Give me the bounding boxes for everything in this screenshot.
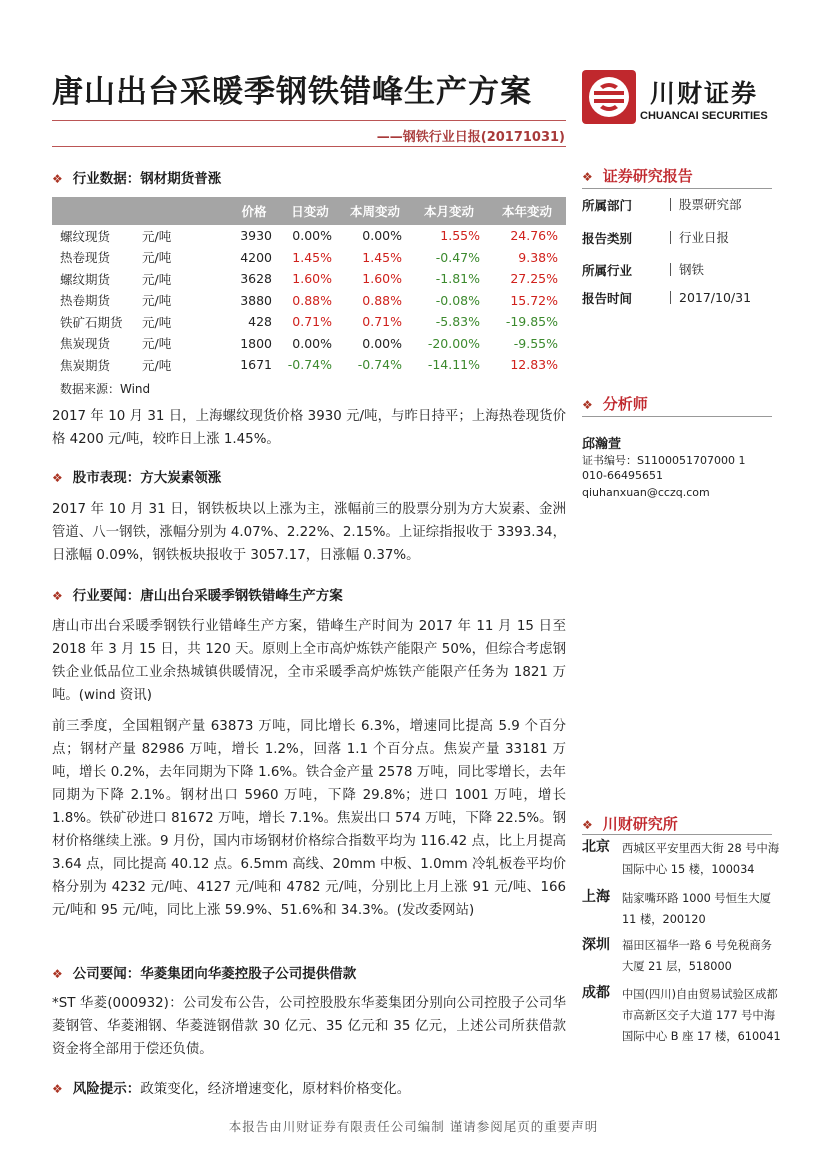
office-city-shanghai: 上海 bbox=[582, 889, 610, 905]
row-month-change-cell: -1.81% bbox=[435, 271, 480, 287]
row-unit-cell: 元/吨 bbox=[142, 271, 172, 287]
table-row bbox=[52, 354, 566, 376]
row-year-change-cell: 12.83% bbox=[510, 357, 558, 373]
row-month-change-cell: -0.08% bbox=[435, 292, 480, 308]
office-address-beijing: 西城区平安里西大街 28 号中海国际中心 15 楼，100034 bbox=[622, 842, 780, 876]
row-year-change-cell: -9.55% bbox=[513, 335, 558, 351]
row-unit-cell: 元/吨 bbox=[142, 250, 172, 266]
office-address-shanghai: 陆家嘴环路 1000 号恒生大厦 11 楼，200120 bbox=[622, 892, 771, 926]
row-week-change-cell: 1.60% bbox=[362, 271, 402, 287]
diamond-bullet-icon: ❖ bbox=[582, 170, 593, 184]
report-title: 唐山出台采暖季钢铁错峰生产方案 bbox=[52, 74, 532, 110]
analyst-phone: 010-66495651 bbox=[582, 469, 663, 482]
row-day-change-cell: 0.00% bbox=[292, 335, 332, 351]
sidebar-divider bbox=[582, 834, 772, 835]
row-name-cell: 焦炭期货 bbox=[60, 357, 111, 373]
info-label-industry: 所属行业 bbox=[582, 263, 633, 278]
row-year-change-cell: 27.25% bbox=[510, 271, 558, 287]
futures-price-table bbox=[52, 197, 566, 376]
row-week-change-cell: -0.74% bbox=[357, 357, 402, 373]
row-week-change-cell: 1.45% bbox=[362, 249, 402, 265]
table-header-cell bbox=[52, 197, 142, 225]
row-week-change-cell: 0.71% bbox=[362, 314, 402, 330]
row-year-change-cell: 9.38% bbox=[518, 249, 558, 265]
table-header-cell bbox=[142, 197, 228, 225]
row-unit-cell: 元/吨 bbox=[142, 357, 172, 373]
row-unit-cell: 元/吨 bbox=[142, 336, 172, 352]
risk-warning bbox=[52, 1077, 410, 1097]
diamond-bullet-icon: ❖ bbox=[52, 589, 63, 603]
row-unit-cell: 元/吨 bbox=[142, 293, 172, 309]
row-price-cell: 3628 bbox=[240, 271, 272, 287]
row-month-change-cell: -5.83% bbox=[435, 314, 480, 330]
row-price-cell: 4200 bbox=[240, 249, 272, 265]
row-name-cell: 螺纹期货 bbox=[60, 271, 111, 287]
table-header-day-change: 日变动 bbox=[280, 197, 340, 225]
row-month-change-cell: -0.47% bbox=[435, 249, 480, 265]
company-news-paragraph: *ST 华菱(000932)：公司发布公告，公司控股股东华菱集团分别向公司控股子公司华菱钢管、华菱湘钢、华菱涟钢借款 30 亿元、35 亿元和 35 亿元，上述公司所获借款资金将全部用于偿还负债。 bbox=[52, 996, 566, 1057]
row-week-change-cell: 0.00% bbox=[362, 228, 402, 244]
row-month-change-cell: -20.00% bbox=[427, 335, 480, 351]
table-header-year-change: 本年变动 bbox=[488, 197, 566, 225]
row-price-cell: 428 bbox=[248, 314, 272, 330]
table-row bbox=[52, 311, 566, 333]
table-header-week-change: 本周变动 bbox=[340, 197, 410, 225]
office-address-chengdu: 中国(四川)自由贸易试验区成都市高新区交子大道 177 号中海国际中心 B 座 17 楼，610041 bbox=[622, 988, 781, 1043]
office-address-shenzhen: 福田区福华一路 6 号免税商务大厦 21 层，518000 bbox=[622, 939, 772, 973]
table-row bbox=[52, 247, 566, 269]
brand-name-en: CHUANCAI SECURITIES bbox=[640, 110, 768, 122]
row-day-change-cell: 1.60% bbox=[292, 271, 332, 287]
row-year-change-cell: 24.76% bbox=[510, 228, 558, 244]
report-subtitle: ——钢铁行业日报(20171031) bbox=[376, 130, 565, 145]
industry-data-paragraph: 2017 年 10 月 31 日，上海螺纹现货价格 3930 元/吨，与昨日持平；上海热卷现货价格 4200 元/吨，较昨日上涨 1.45%。 bbox=[52, 409, 566, 447]
office-city-shenzhen: 深圳 bbox=[582, 937, 610, 953]
row-year-change-cell: 15.72% bbox=[510, 292, 558, 308]
subtitle-divider bbox=[52, 146, 566, 147]
row-week-change-cell: 0.88% bbox=[362, 292, 402, 308]
row-unit-cell: 元/吨 bbox=[142, 314, 172, 330]
info-label-category: 报告类别 bbox=[582, 231, 633, 246]
table-row bbox=[52, 225, 566, 247]
table-header-month-change: 本月变动 bbox=[410, 197, 488, 225]
sidebar-divider bbox=[582, 416, 772, 417]
info-value-category: 行业日报 bbox=[670, 231, 729, 244]
row-name-cell: 热卷现货 bbox=[60, 250, 111, 266]
diamond-bullet-icon: ❖ bbox=[52, 967, 63, 981]
diamond-bullet-icon: ❖ bbox=[52, 172, 63, 186]
row-year-change-cell: -19.85% bbox=[505, 314, 558, 330]
row-price-cell: 1671 bbox=[240, 357, 272, 373]
brand-name-cn: 川财证券 bbox=[650, 79, 759, 108]
office-city-beijing: 北京 bbox=[582, 839, 610, 855]
row-day-change-cell: 0.71% bbox=[292, 314, 332, 330]
table-row bbox=[52, 333, 566, 355]
office-city-chengdu: 成都 bbox=[582, 985, 610, 1001]
table-row bbox=[52, 290, 566, 312]
stock-market-paragraph: 2017 年 10 月 31 日，钢铁板块以上涨为主，涨幅前三的股票分别为方大炭素、金洲管道、八一钢铁，涨幅分别为 4.07%、2.22%、2.15%。上证综指报收于 3393.34，日涨幅 0.09%，钢铁板块报收于 3057.17，日涨幅 0.37%。 bbox=[52, 502, 566, 563]
row-week-change-cell: 0.00% bbox=[362, 335, 402, 351]
analyst-cert: 证书编号：S1100051707000 1 bbox=[582, 454, 746, 467]
diamond-bullet-icon: ❖ bbox=[582, 818, 593, 832]
table-row bbox=[52, 268, 566, 290]
row-price-cell: 1800 bbox=[240, 335, 272, 351]
row-month-change-cell: 1.55% bbox=[440, 228, 480, 244]
row-name-cell: 铁矿石期货 bbox=[60, 314, 123, 330]
table-header-row bbox=[52, 197, 566, 225]
analyst-name: 邱瀚萱 bbox=[582, 437, 622, 452]
risk-text: 政策变化，经济增速变化，原材料价格变化。 bbox=[140, 1081, 411, 1097]
row-day-change-cell: 1.45% bbox=[292, 249, 332, 265]
row-unit-cell: 元/吨 bbox=[142, 228, 172, 244]
row-price-cell: 3880 bbox=[240, 292, 272, 308]
sidebar-heading-research: ❖ 川财研究所 bbox=[582, 815, 678, 833]
footer-disclaimer: 本报告由川财证券有限责任公司编制 谨请参阅尾页的重要声明 bbox=[228, 1119, 599, 1134]
diamond-bullet-icon: ❖ bbox=[52, 1082, 63, 1096]
sidebar-heading-report: ❖ 证券研究报告 bbox=[582, 167, 693, 185]
info-value-department: 股票研究部 bbox=[670, 198, 742, 211]
diamond-bullet-icon: ❖ bbox=[582, 398, 593, 412]
table-header-price: 价格 bbox=[228, 197, 280, 225]
row-day-change-cell: 0.00% bbox=[292, 228, 332, 244]
diamond-bullet-icon: ❖ bbox=[52, 471, 63, 485]
row-name-cell: 螺纹现货 bbox=[60, 228, 111, 244]
info-label-date: 报告时间 bbox=[582, 291, 633, 306]
info-value-industry: 钢铁 bbox=[670, 263, 704, 276]
row-month-change-cell: -14.11% bbox=[427, 357, 480, 373]
section-heading-industry-news: ❖ 行业要闻：唐山出台采暖季钢铁错峰生产方案 bbox=[52, 588, 343, 604]
row-day-change-cell: -0.74% bbox=[287, 357, 332, 373]
brand-logo-icon bbox=[582, 70, 636, 124]
row-day-change-cell: 0.88% bbox=[292, 292, 332, 308]
section-heading-stock-market: ❖ 股市表现：方大炭素领涨 bbox=[52, 470, 222, 486]
analyst-email[interactable]: qiuhanxuan@cczq.com bbox=[582, 486, 710, 499]
section-heading-industry-data: ❖ 行业数据：钢材期货普涨 bbox=[52, 171, 222, 187]
row-name-cell: 热卷期货 bbox=[60, 293, 111, 309]
sidebar-divider bbox=[582, 188, 772, 189]
row-name-cell: 焦炭现货 bbox=[60, 336, 111, 352]
info-value-date: 2017/10/31 bbox=[670, 291, 751, 304]
industry-news-paragraph-2: 前三季度，全国粗钢产量 63873 万吨，同比增长 6.3%，增速同比提高 5.9 个百分点；钢材产量 82986 万吨，增长 1.2%，回落 1.1 个百分点。焦炭产量 33181 万吨，增长 0.2%，去年同期为下降 1.6%。铁合金产量 2578 万吨，同比零增长，去年同期为下降 2.1%。钢材出口 5960 万吨，下降 29.8%；进口 1001 万吨，增长 1.8%。铁矿砂进口 81672 万吨，增长 7.1%。焦炭出口 574 万吨，下降 22.5%。钢材价格继续上涨。9 月份，国内市场钢材价格综合指数平均为 116.42 点，比上月提高 3.64 点，同比提高 40.12 点。6.5mm 高线、20mm 中板、1.0mm 冷轧板卷平均价格分别为 4232 元/吨、4127 元/吨和 4782 元/吨，分别比上月上涨 91 元/吨、166 元/吨和 95 元/吨，同比上涨 59.9%、51.6%和 34.3%。(发改委网站) bbox=[52, 719, 566, 918]
info-label-department: 所属部门 bbox=[582, 198, 633, 213]
section-heading-company-news: ❖ 公司要闻：华菱集团向华菱控股子公司提供借款 bbox=[52, 966, 357, 982]
title-divider bbox=[52, 120, 566, 121]
sidebar-heading-analyst: ❖ 分析师 bbox=[582, 395, 648, 413]
risk-label: 风险提示： bbox=[72, 1081, 141, 1097]
data-source-note: 数据来源：Wind bbox=[60, 382, 151, 396]
industry-news-paragraph-1: 唐山市出台采暖季钢铁行业错峰生产方案，错峰生产时间为 2017 年 11 月 15 日至 2018 年 3 月 15 日，共 120 天。原则上全市高炉炼铁产能限产 50%，但综合考虑钢铁企业低品位工业余热城镇供暖情况，全市采暖季高炉炼铁产能限产任务为 1821 万吨。(wind 资讯) bbox=[52, 619, 566, 703]
row-price-cell: 3930 bbox=[240, 228, 272, 244]
